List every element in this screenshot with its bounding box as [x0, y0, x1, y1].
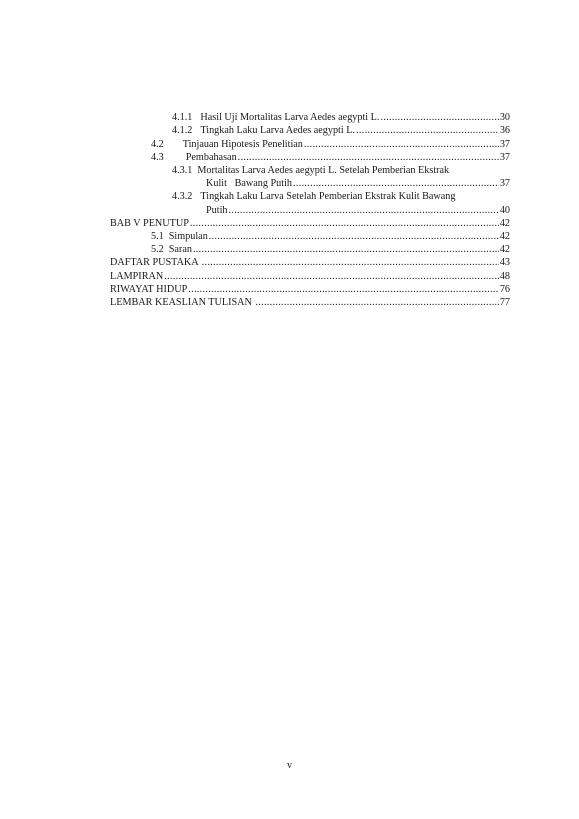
toc-page-number: 40: [499, 205, 510, 216]
page-number-footer: v: [286, 760, 293, 771]
toc-entry-lembar-keaslian: [110, 296, 510, 309]
toc-entry-number: 4.3.1: [172, 165, 193, 176]
toc-entry-number: 4.1.1: [172, 112, 193, 123]
toc-leader-dots: [356, 124, 499, 137]
toc-leader-dots: [202, 256, 499, 269]
toc-page-number: 37: [499, 152, 510, 163]
toc-entry-title-continued: Putih: [206, 205, 228, 216]
toc-page-number: 77: [499, 297, 510, 308]
toc-entry-title: RIWAYAT HIDUP: [110, 284, 188, 295]
toc-entry-title: Hasil Uji Mortalitas Larva Aedes aegypti L.: [200, 112, 380, 123]
toc-leader-dots: [304, 138, 499, 151]
toc-entry-5-2: [151, 243, 510, 256]
toc-leader-dots: [255, 296, 498, 309]
toc-page-number: 37: [499, 178, 510, 189]
toc-leader-dots: [190, 217, 499, 230]
toc-entry-number: 5.2: [151, 244, 164, 255]
toc-leader-dots: [209, 230, 499, 243]
toc-entry-title: BAB V PENUTUP: [110, 218, 189, 229]
toc-entry-4-3-1-line1: [172, 164, 449, 177]
toc-entry-title: Tingkah Laku Larva Aedes aegypti L.: [200, 125, 356, 136]
toc-entry-bab-v: [110, 217, 510, 230]
toc-entry-5-1: [151, 230, 510, 243]
toc-entry-number: 4.3.2: [172, 191, 193, 202]
toc-entry-number: 5.1: [151, 231, 164, 242]
toc-entry-title: LAMPIRAN: [110, 271, 164, 282]
toc-leader-dots: [193, 243, 499, 256]
toc-entry-number: 4.3: [151, 152, 164, 163]
toc-entry-4-2: [151, 138, 510, 151]
toc-entry-title: Tinjauan Hipotesis Penelitian: [182, 139, 303, 150]
toc-page-number: 42: [499, 218, 510, 229]
toc-entry-daftar-pustaka: [110, 256, 510, 269]
toc-leader-dots: [293, 177, 499, 190]
toc-entry-4-1-1: [172, 111, 510, 124]
toc-entry-number: 4.2: [151, 139, 164, 150]
toc-entry-4-3-2-line1: [172, 190, 455, 203]
toc-leader-dots: [229, 204, 499, 217]
toc-page-number: 37: [499, 139, 510, 150]
toc-entry-title: Simpulan: [168, 231, 208, 242]
toc-entry-4-1-2: [172, 124, 510, 137]
toc-entry-4-3-2-line2: [206, 204, 510, 217]
toc-entry-title-continued: Kulit Bawang Putih: [206, 178, 293, 189]
toc-page-number: 43: [499, 257, 510, 268]
toc-entry-number: 4.1.2: [172, 125, 193, 136]
toc-entry-title: LEMBAR KEASLIAN TULISAN: [110, 297, 255, 308]
toc-entry-lampiran: [110, 270, 510, 283]
toc-page-number: 48: [499, 271, 510, 282]
toc-leader-dots: [164, 270, 499, 283]
toc-entry-title: Mortalitas Larva Aedes aegypti L. Setelah Pemberian Ekstrak: [197, 165, 450, 176]
toc-entry-4-3-1-line2: [206, 177, 510, 190]
toc-leader-dots: [238, 151, 499, 164]
toc-entry-riwayat-hidup: [110, 283, 510, 296]
toc-entry-title: Pembahasan: [185, 152, 237, 163]
toc-leader-dots: [380, 111, 498, 124]
toc-entry-title: DAFTAR PUSTAKA: [110, 257, 201, 268]
toc-page-number: 42: [499, 231, 510, 242]
toc-page-number: 30: [499, 112, 510, 123]
toc-leader-dots: [188, 283, 499, 296]
toc-entry-4-3: [151, 151, 510, 164]
toc-entry-title: Saran: [168, 244, 192, 255]
toc-page-number: 42: [499, 244, 510, 255]
toc-entry-title: Tingkah Laku Larva Setelah Pemberian Ekstrak Kulit Bawang: [200, 191, 456, 202]
toc-page-number: 76: [499, 284, 510, 295]
toc-page-number: 36: [499, 125, 510, 136]
